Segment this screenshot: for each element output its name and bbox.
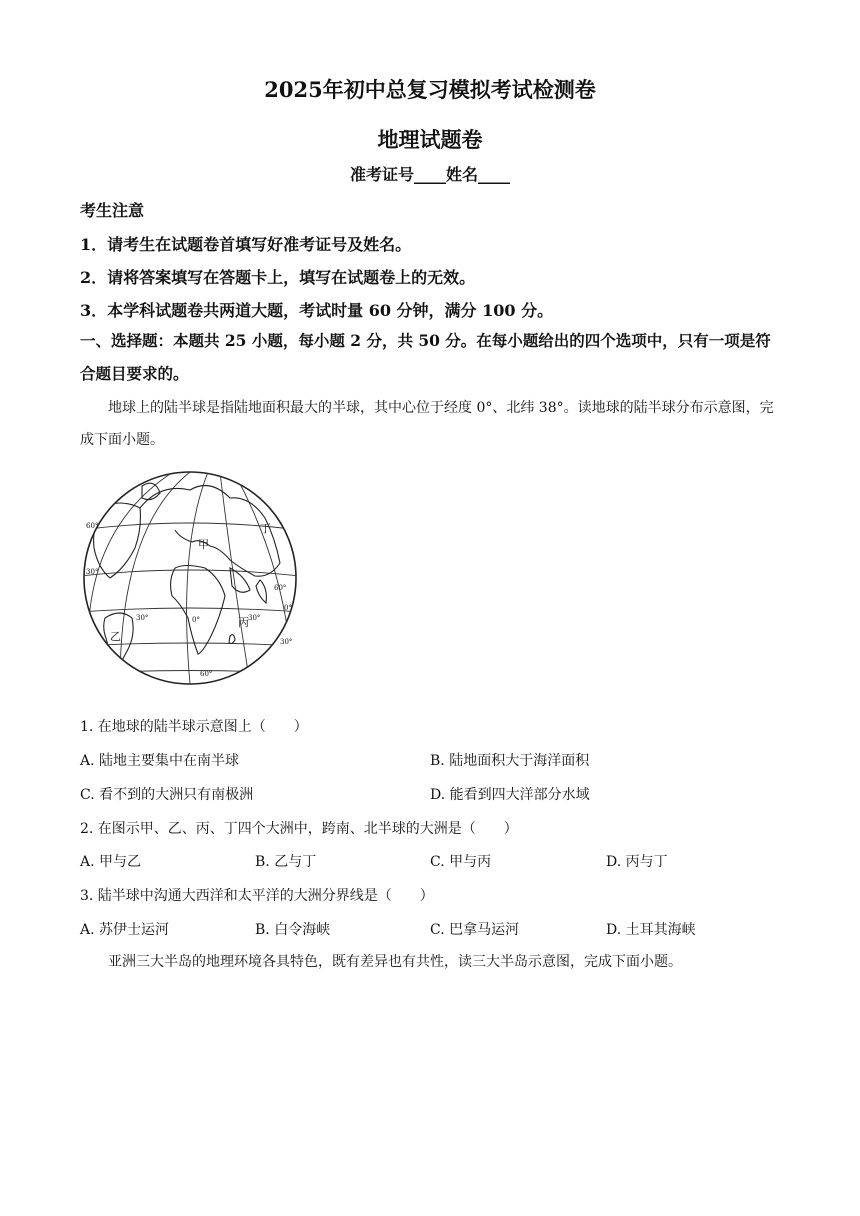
label-yi: 乙 (110, 630, 121, 643)
question-1-option-b[interactable]: B. 陆地面积大于海洋面积 (430, 753, 590, 769)
label-jia: 甲 (198, 538, 209, 551)
label-lat-30s: 30° (280, 638, 293, 646)
section-1-heading: 一、选择题：本题共 25 小题，每小题 2 分，共 50 分。在每小题给出的四个选项中，只有一项是符合题目要求的。 (80, 331, 771, 383)
label-lon-0: 0° (192, 616, 200, 624)
land-hemisphere-figure (80, 468, 300, 690)
label-lat-30n: 30° (86, 568, 99, 576)
question-2-option-a[interactable]: A. 甲与乙 (80, 854, 142, 870)
label-bing: 丙 (238, 616, 249, 629)
label-lat-60s: 60° (200, 670, 213, 678)
question-3-option-c[interactable]: C. 巴拿马运河 (430, 922, 520, 938)
globe-outline (84, 472, 296, 684)
passage-1: 地球上的陆半球是指陆地面积最大的半球，其中心位于经度 0°、北纬 38°。读地球的陆半球分布示意图，完成下面小题。 (80, 400, 774, 448)
question-3-option-d[interactable]: D. 土耳其海峡 (606, 922, 696, 938)
question-2-option-b[interactable]: B. 乙与丁 (255, 854, 317, 870)
label-ding: 丁 (260, 522, 271, 535)
question-3-stem: 3. 陆半球中沟通大西洋和太平洋的大洲分界线是（ ） (80, 888, 434, 904)
question-3-option-b[interactable]: B. 白令海峡 (255, 922, 331, 938)
question-2-option-c[interactable]: C. 甲与丙 (430, 854, 492, 870)
label-lon-30w: 30° (136, 614, 149, 622)
exam-subtitle: 地理试题卷 (377, 127, 483, 152)
notice-heading: 考生注意 (80, 201, 145, 220)
label-lat-0: 0° (284, 604, 292, 612)
label-lon-60e: 60° (274, 584, 287, 592)
notice-item-1: 1．请考生在试题卷首填写好准考证号及姓名。 (80, 235, 412, 254)
candidate-id-line: 准考证号____姓名____ (349, 165, 510, 184)
question-2-option-d[interactable]: D. 丙与丁 (606, 854, 668, 870)
label-lat-60n: 60° (86, 522, 99, 530)
notice-item-3: 3．本学科试题卷共两道大题，考试时量 60 分钟，满分 100 分。 (80, 301, 554, 320)
passage-2: 亚洲三大半岛的地理环境各具特色，既有差异也有共性，读三大半岛示意图，完成下面小题。 (108, 954, 682, 970)
question-3-option-a[interactable]: A. 苏伊士运河 (80, 922, 170, 938)
notice-item-2: 2．请将答案填写在答题卡上，填写在试题卷上的无效。 (80, 268, 476, 287)
question-1-option-a[interactable]: A. 陆地主要集中在南半球 (80, 753, 240, 769)
question-1-option-c[interactable]: C. 看不到的大洲只有南极洲 (80, 787, 254, 803)
question-1-stem: 1. 在地球的陆半球示意图上（ ） (80, 719, 308, 735)
label-lon-30e: 30° (248, 614, 261, 622)
question-2-stem: 2. 在图示甲、乙、丙、丁四个大洲中，跨南、北半球的大洲是（ ） (80, 821, 518, 837)
question-1-option-d[interactable]: D. 能看到四大洋部分水域 (430, 787, 590, 803)
exam-title: 2025年初中总复习模拟考试检测卷 (264, 77, 596, 102)
